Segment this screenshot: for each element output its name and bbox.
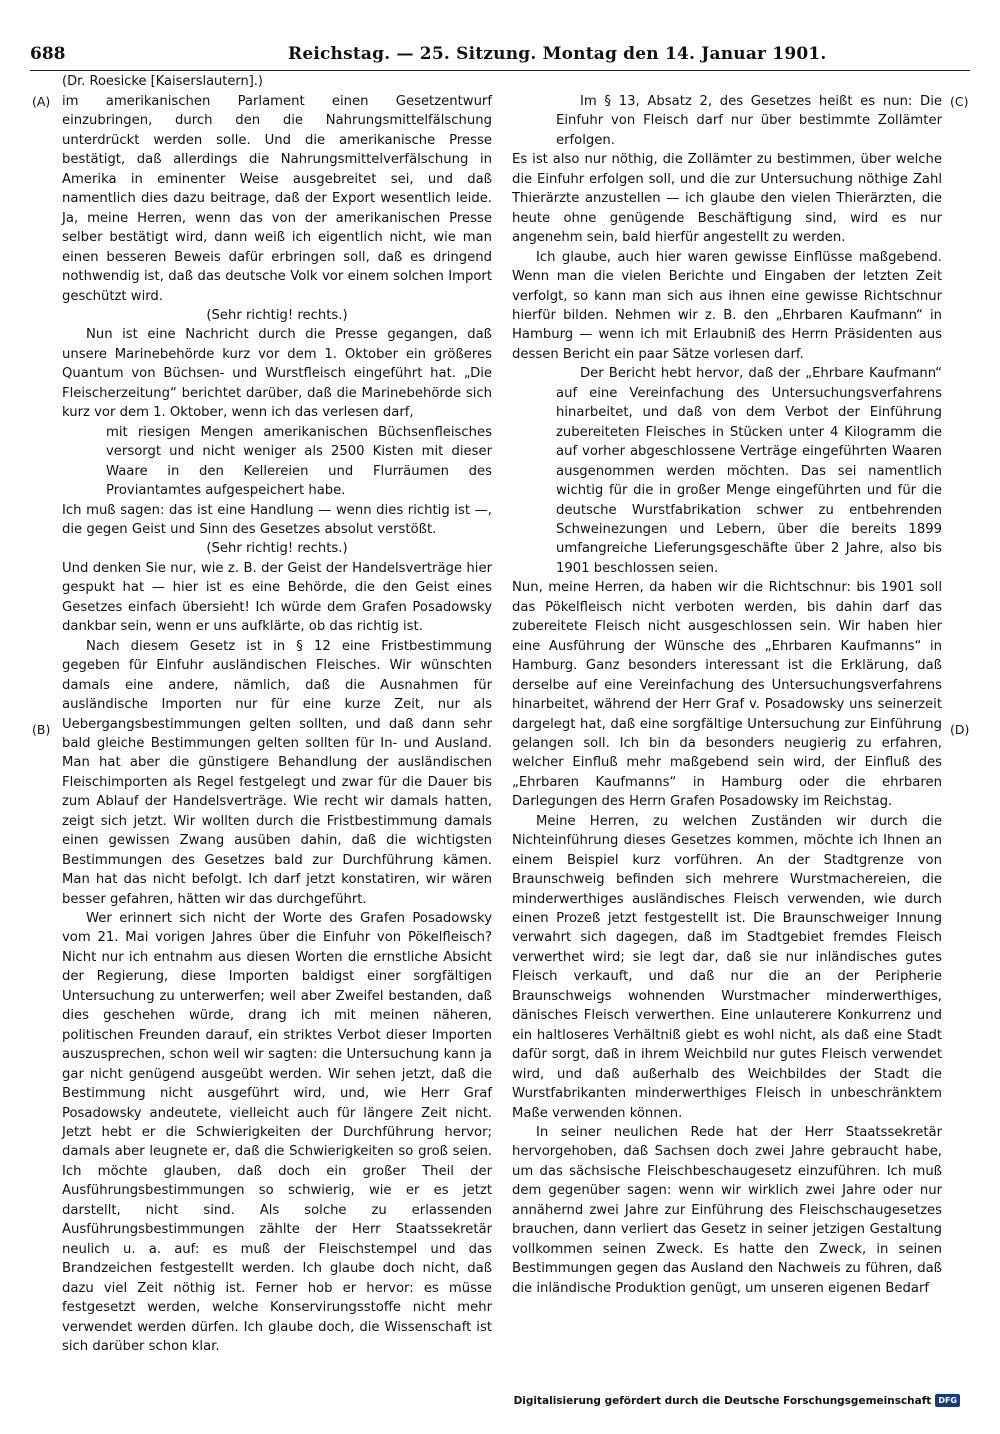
interjection: (Sehr richtig! rechts.)	[206, 307, 348, 323]
paragraph: Im § 13, Absatz 2, des Gesetzes heißt es nun: Die Einfuhr von Fleisch darf nur über bestimmte Zollämter erfolgen.	[556, 94, 942, 148]
paragraph: Meine Herren, zu welchen Zuständen wir durch die Nichteinführung dieses Gesetzes kommen, möchte ich Ihnen an einem Beispiel kurz vorführen. An der Stadtgrenze von Braunschweig befinden sich mehrere Wurstmachereien, die minderwerthiges ausländisches Fleisch verwenden, wie durch einen Prozeß jetzt festgestellt ist. Die Braunschweiger Innung verwahrt sich dagegen, daß im Stadtgebiet fremdes Fleisch verwerthet wird; sie legt dar, daß sie nur inländisches gutes Fleisch verkauft, und daß nur die an der Peripherie Braunschweigs wohnenden Wurstmacher minderwerthiges, dänisches Fleisch verwerthen. Eine unlauterere Konkurrenz und ein haltloseres Verhältniß giebt es wohl nicht, als daß eine Stadt dafür sorgt, daß in ihrem Weichbild nur gutes Fleisch verwendet wird, und daß außerhalb des Weichbildes der Stadt die Wurstfabrikanten minderwerthiges Fleisch in unbeschränktem Maße verwenden können.	[512, 813, 942, 1121]
margin-mark-b: (B)	[32, 722, 51, 737]
paragraph: Und denken Sie nur, wie z. B. der Geist der Handelsverträge hier gespukt hat — hier ist es eine Behörde, die den Geist eines Gesetzes einfach übersieht! Ich würde dem Grafen Posadowsky dankbar sein, wenn er uns aufklärte, ob das richtig ist.	[62, 560, 492, 635]
paragraph: mit riesigen Mengen amerikanischen Büchsenfleisches versorgt und nicht weniger als 2500 Kisten mit dieser Waare in den Kellereien und Flurräumen des Proviantamtes aufgespeichert habe.	[106, 424, 492, 499]
left-column	[62, 92, 492, 1356]
dfg-logo: DFG	[935, 1394, 960, 1407]
paragraph: Nun, meine Herren, da haben wir die Richtschnur: bis 1901 soll das Pökelfleisch nicht verboten werden, bis dahin darf das zubereitete Fleisch nicht ausgeschlossen sein. Wir haben hier eine Ausführung der Wünsche des „Ehrbaren Kaufmanns“ in Hamburg. Ganz besonders interessant ist die Erklärung, daß derselbe auf eine Vereinfachung des Untersuchungsverfahrens hinarbeitet, während der Herr Graf v. Posadowsky uns seinerzeit dargelegt hat, daß eine sorgfältige Untersuchung zur Einführung gelangen soll. Ich bin da besonders neugierig zu erfahren, welcher Einfluß mehr maßgebend sein wird, der Einfluß des „Ehrbaren Kaufmanns“ in Hamburg oder die ehrbaren Darlegungen des Herrn Grafen Posadowsky im Reichstag.	[512, 580, 942, 810]
footer-text: Digitalisierung gefördert durch die Deutsche Forschungsgemeinschaft	[513, 1394, 932, 1407]
page-number: 688	[30, 44, 66, 64]
margin-mark-c: (C)	[950, 94, 969, 109]
margin-mark-d: (D)	[950, 722, 970, 737]
speaker-label: (Dr. Roesicke [Kaiserslautern].)	[62, 74, 264, 89]
header-rule	[30, 70, 970, 71]
right-column	[512, 92, 942, 1298]
paragraph: Ich muß sagen: das ist eine Handlung — wenn dies richtig ist —, die gegen Geist und Sinn des Gesetzes absolut verstößt.	[62, 502, 492, 537]
page-header	[30, 44, 970, 70]
paragraph: Nun ist eine Nachricht durch die Presse gegangen, daß unsere Marinebehörde kurz vor dem 1. Oktober ein größeres Quantum von Büchsen- und Wurstfleisch eingeführt hat. „Die Fleischerzeitung“ berichtet darüber, daß die Marinebehörde sich kurz vor dem 1. Oktober, wenn ich das verlesen darf,	[62, 327, 492, 421]
paragraph: In seiner neulichen Rede hat der Herr Staatssekretär hervorgehoben, daß Sachsen doch zwei Jahre gebraucht habe, um das sächsische Fleischbeschaugesetz einzuführen. Ich muß dem gegenüber sagen: wenn wir wirklich zwei Jahre oder nur annähernd zwei Jahre zur Einführung des Fleischschaugesetzes brauchen, dann verliert das Gesetz in seiner jetzigen Gestaltung vollkommen seinen Zweck. Es hatte den Zweck, in seinen Bestimmungen gegen das Ausland den Nachweis zu führen, daß die inländische Produktion genügt, um unseren eigenen Bedarf	[512, 1125, 942, 1296]
paragraph: Wer erinnert sich nicht der Worte des Grafen Posadowsky vom 21. Mai vorigen Jahres über die Einfuhr von Pökelfleisch? Nicht nur ich entnahm aus diesen Worten die ernstliche Absicht der Regierung, diese Importen baldigst einer sorgfältigen Untersuchung zu unterwerfen; weil aber Zweifel bestanden, daß dies geschehen würde, drang ich mit meinen näheren, politischen Freunden darauf, ein striktes Verbot dieser Importen auszusprechen, schon weil wir sagten: die Untersuchung kann ja gar nicht genügend ausgeübt werden. Wir sehen jetzt, daß die Bestimmung nicht ausgeführt wird, und, wie Herr Graf Posadowsky andeutete, vielleicht auch für längere Zeit nicht. Jetzt hebt er die Schwierigkeiten der Durchführung hervor; damals aber leugnete er, daß die Schwierigkeiten so groß seien. Ich möchte glauben, daß doch ein großer Theil der Ausführungsbestimmungen so schwierig, wie er es jetzt darstellt, nicht sind. Als solche zu erlassenden Ausführungsbestimmungen zählte der Herr Staatssekretär neulich u. a. auf: es muß der Fleischstempel und das Brandzeichen festgestellt werden. Ich glaube doch nicht, daß dazu viel Zeit nöthig ist. Ferner hob er hervor: es müsse festgesetzt werden, welche Konservirungsstoffe nicht mehr verwendet werden dürfen. Ich glaube doch, die Wissenschaft ist sich darüber schon klar.	[62, 911, 492, 1354]
interjection: (Sehr richtig! rechts.)	[206, 541, 348, 557]
paragraph: Ich glaube, auch hier waren gewisse Einflüsse maßgebend. Wenn man die vielen Berichte und Eingaben der letzten Zeit verfolgt, so kann man sich aus ihnen eine gewisse Richtschnur hierfür bilden. Nehmen wir z. B. den „Ehrbaren Kaufmann“ in Hamburg — wenn ich mit Erlaubniß des Herrn Präsidenten aus dessen Bericht ein paar Sätze vorlesen darf.	[512, 249, 942, 362]
margin-mark-a: (A)	[32, 94, 51, 109]
paragraph: Es ist also nur nöthig, die Zollämter zu bestimmen, über welche die Einfuhr erfolgen soll, und die zur Untersuchung nöthige Zahl Thierärzte anzustellen — ich glaube den vielen Thierärzten, die heute ohne genügende Beschäftigung sind, wird es nur angenehm sein, bald hierfür angestellt zu werden.	[512, 152, 942, 246]
footer-credit	[514, 1394, 960, 1407]
page-title: Reichstag. — 25. Sitzung. Montag den 14. Januar 1901.	[288, 44, 827, 64]
paragraph: Der Bericht hebt hervor, daß der „Ehrbare Kaufmann“ auf eine Vereinfachung des Untersuchungsverfahrens hinarbeitet, und daß von dem Verbot der Einführung zubereiteten Fleisches in Stücken unter 4 Kilogramm die auf vorher abgeschlossene Verträge eingeführten Waaren ausgenommen werden möchten. Das sei namentlich wichtig für die in großer Menge eingeführten und für die deutsche Wurstfabrikation schwer zu entbehrenden Schweinezungen und Lebern, über die bereits 1899 umfangreiche Lieferungsgeschäfte über 2 Jahre, also bis 1901 beschlossen seien.	[556, 366, 942, 576]
paragraph: Nach diesem Gesetz ist in § 12 eine Fristbestimmung gegeben für Einfuhr ausländischen Fleisches. Wir wünschten damals eine andere, nämlich, daß die Ausnahmen für ausländische Importen nur für eine kurze Zeit, nur als Uebergangsbestimmungen gelten sollten, und daß dann sehr bald gleiche Bestimmungen gelten sollten für In- und Ausland. Man hat aber die günstigere Behandlung der ausländischen Fleischimporten als Regel festgelegt und zwar für die Dauer bis zum Ablauf der Handelsverträge. Wie recht wir damals hatten, zeigt sich jetzt. Wir wollten durch die Fristbestimmung damals einen gewissen Zwang ausüben dahin, daß die wichtigsten Bestimmungen des Gesetzes bald zur Durchführung kämen. Man hat das nicht befolgt. Ich darf jetzt konstatiren, wir wären besser gefahren, hätten wir das durchgeführt.	[62, 638, 492, 907]
paragraph: im amerikanischen Parlament einen Gesetzentwurf einzubringen, durch den die Nahrungsmittelfälschung unterdrückt werden solle. Und die amerikanische Presse bestätigt, daß allerdings die Nahrungsmittelverfälschung in Amerika in eminenter Weise ausgebreitet sei, und daß namentlich dies dazu beitrage, daß der Export wesentlich leide. Ja, meine Herren, wenn das von der amerikanischen Presse selber bestätigt wird, dann weiß ich eigentlich nicht, wie man einen besseren Beweis dafür erbringen soll, daß es dringend nothwendig ist, daß das deutsche Volk vor einem solchen Import geschützt wird.	[62, 94, 492, 304]
